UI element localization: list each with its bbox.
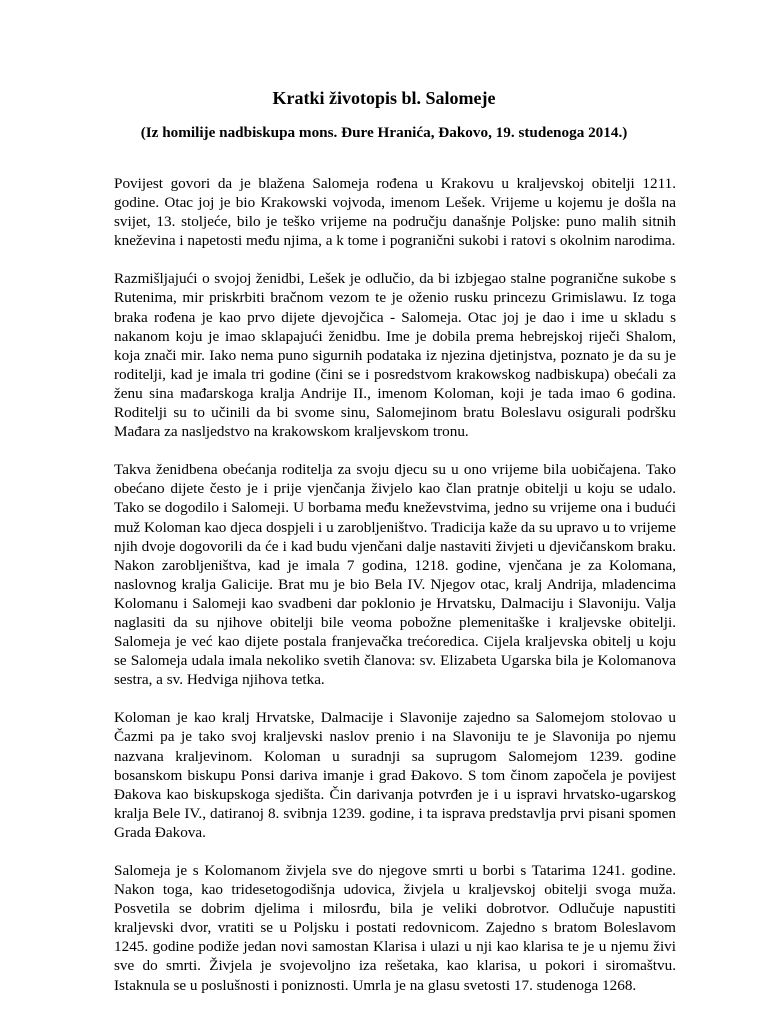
- paragraph: Salomeja je s Kolomanom živjela sve do njegove smrti u borbi s Tatarima 1241. godine. Nakon toga, kao tridesetogodišnja udovica, živjela u kraljevskoj obitelji svoga muža. Posvetila se dobrim djelima i milosrđu, bila je veliki dobrotvor. Odlučuje napustiti kraljevski dvor, vratiti se u Poljsku i postati redovnicom. Zajedno s bratom Boleslavom 1245. godine podiže jedan novi samostan Klarisa i ulazi u nji kao klarisa te je u njemu živi sve do smrti. Živjela je svojevoljno iza rešetaka, kao klarisa, u pokori i siromaštvu. Istaknula se u poslušnosti i poniznosti. Umrla je na glasu svetosti 17. studenoga 1268.: [114, 862, 676, 994]
- document-subtitle: (Iz homilije nadbiskupa mons. Đure Hranića, Đakovo, 19. studenoga 2014.): [140, 124, 628, 141]
- document-title: Kratki životopis bl. Salomeje: [272, 88, 496, 108]
- paragraph: Takva ženidbena obećanja roditelja za svoju djecu su u ono vrijeme bila uobičajena. Tako obećano dijete često je i prije vjenčanja živjelo kao član pratnje obitelji u koju se udalo. Tako se dogodilo i Salomeji. U borbama među kneževstvima, jedno su vrijeme ona i budući muž Koloman kao djeca dospjeli i u zarobljeništvo. Tradicija kaže da su upravo u to vrijeme njih dvoje dogovorili da će i kad budu vjenčani dalje nastaviti živjeti u djevičanskom braku. Nakon zarobljeništva, kad je imala 7 godina, 1218. godine, vjenčana je za Kolomana, naslovnog kralja Galicije. Brat mu je bio Bela IV. Njegov otac, kralj Andrija, mladencima Kolomanu i Salomeji kao svadbeni dar poklonio je Hrvatsku, Dalmaciju i Slavoniju. Valja naglasiti da su njihove obitelji bile veoma pobožne plemenitaške i kraljevske obitelji. Salomeja je već kao dijete postala franjevačka trećoredica. Cijela kraljevska obitelj u koju se Salomeja udala imala nekoliko svetih članova: sv. Elizabeta Ugarska bila je Kolomanova sestra, a sv. Hedviga njihova tetka.: [114, 461, 676, 689]
- paragraph: Povijest govori da je blažena Salomeja rođena u Krakovu u kraljevskoj obitelji 1211. godine. Otac joj je bio Krakowski vojvoda, imenom Lešek. Vrijeme u kojemu je došla na svijet, 13. stoljeće, bilo je teško vrijeme na području današnje Poljske: puno malih sitnih kneževina i napetosti među njima, a k tome i pogranični sukobi i ratovi s okolnim narodima.: [114, 175, 676, 250]
- document-body: [114, 174, 676, 1014]
- paragraph: Razmišljajući o svojoj ženidbi, Lešek je odlučio, da bi izbjegao stalne pogranične sukobe s Rutenima, mir priskrbiti bračnom vezom te je oženio rusku princezu Grimislawu. Iz toga braka rođena je kao prvo dijete djevojčica - Salomeja. Otac joj je dao i ime u skladu s nakanom koju je imao sklapajući ženidbu. Ime je dobila prema hebrejskoj riječi Shalom, koja znači mir. Iako nema puno sigurnih podataka iz njezina djetinjstva, poznato je da su je roditelji, kad je imala tri godine (čini se i posredstvom krakowskog nadbiskupa) obećali za ženu sina mađarskoga kralja Andrije II., imenom Koloman, koji je tada imao 6 godina. Roditelji su to učinili da bi svome sinu, Salomejinom bratu Boleslavu osigurali podršku Mađara za nasljedstvo na krakowskom kraljevskom tronu.: [114, 270, 676, 441]
- paragraph: Koloman je kao kralj Hrvatske, Dalmacije i Slavonije zajedno sa Salomejom stolovao u Čazmi pa je tako svoj kraljevski naslov prenio i na Slavoniju te je Slavonija po njemu nazvana kraljevinom. Koloman u suradnji sa suprugom Salomejom 1239. godine bosanskom biskupu Ponsi dariva imanje i grad Đakovo. S tom činom započela je povijest Đakova kao biskupskoga sjedišta. Čin darivanja potvrđen je i u ispravi hrvatsko-ugarskog kralja Bele IV., datiranoj 8. svibnja 1239. godine, i ta isprava predstavlja prvi pisani spomen Grada Đakova.: [114, 709, 676, 841]
